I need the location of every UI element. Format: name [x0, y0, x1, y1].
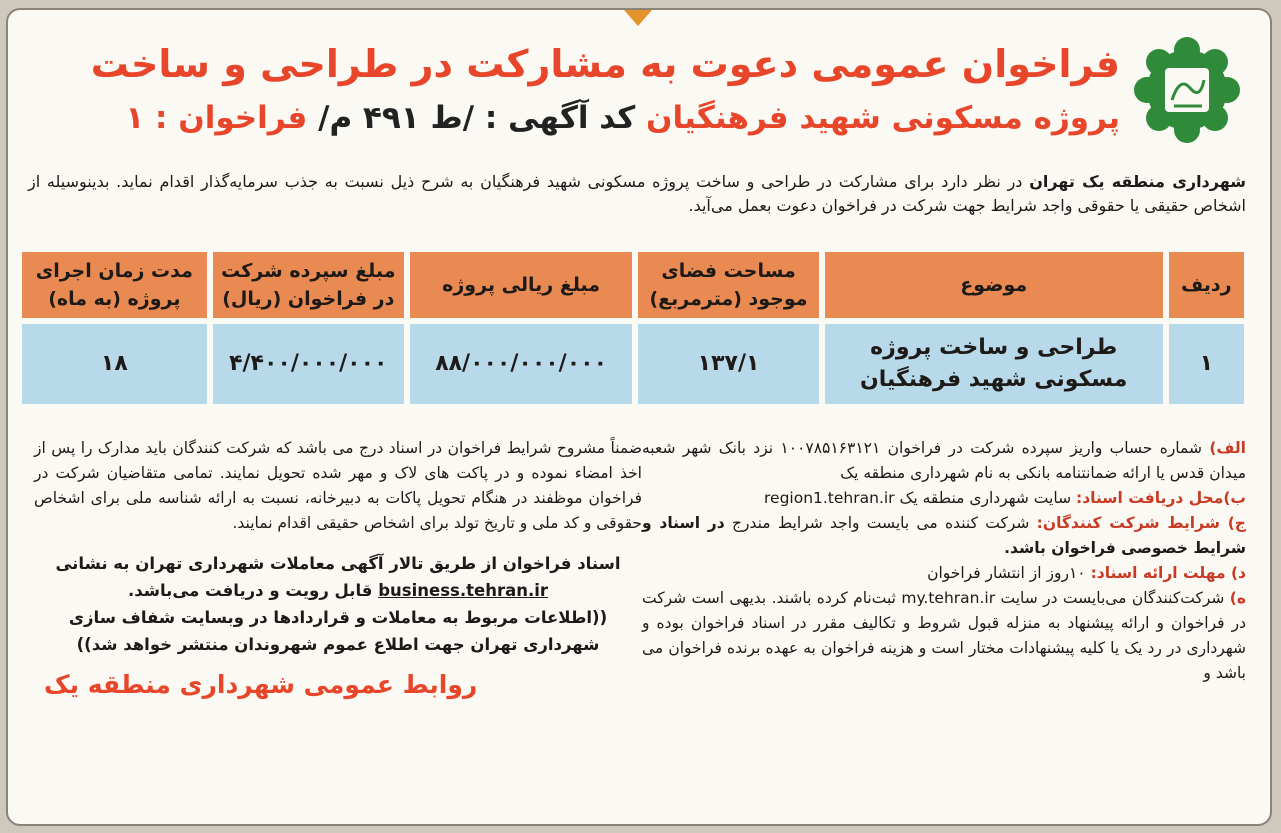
- header-amount: مبلغ ریالی پروژه: [410, 252, 632, 318]
- cell-amount: ۸۸/۰۰۰/۰۰۰/۰۰۰: [410, 324, 632, 404]
- condition-b-label: ب)محل دریافت اسناد:: [1076, 489, 1246, 507]
- header-deposit: مبلغ سپرده شرکت در فراخوان (ریال): [213, 252, 404, 318]
- condition-e-text2: ثبت‌نام کرده باشند. بدیهی است شرکت در فراخوان و ارائه پیشنهاد به منزله قبول شروط و تکالیف مقرر در اسناد فراخوان بوده و شهرداری در رد یک یا کلیه پیشنهادات مختار است و هزینه فراخوان به عهده برنده فراخوان می باشد و: [642, 589, 1246, 682]
- notes-paragraph: ضمناً مشروح شرایط فراخوان در اسناد درج می باشد که شرکت کنندگان باید مدارک را پس از اخذ امضاء نموده و در پاکت های لاک و مهر شده تحویل نمایند. تمامی متقاضیان شرکت در فراخوان موظفند در هنگام تحویل پاکات به دبیرخانه، نسبت به ارائه شناسه ملی برای اشخاص حقوقی و کد ملی و تاریخ تولد برای اشخاص حقیقی اقدام نمایند.: [34, 439, 642, 532]
- condition-d-label: د) مهلت ارائه اسناد:: [1090, 564, 1246, 582]
- notes-column: [34, 436, 642, 697]
- transparency-notice: ((اطلاعات مربوط به معاملات و قراردادها در وبسایت شفاف سازی شهرداری تهران جهت اطلاع عموم شهروندان منتشر خواهد شد)): [68, 608, 608, 654]
- header-row-number: ردیف: [1169, 252, 1244, 318]
- condition-a: [642, 436, 1246, 486]
- my-tehran-url[interactable]: my.tehran.ir: [901, 589, 996, 607]
- documents-notice-text1: اسناد فراخوان از طریق تالار آگهی معاملات شهرداری تهران به نشانی: [55, 554, 621, 573]
- cell-subject: طراحی و ساخت پروژه مسکونی شهید فرهنگیان: [825, 324, 1163, 404]
- condition-e: [642, 586, 1246, 686]
- documents-notice-text2: قابل رویت و دریافت می‌باشد.: [127, 581, 373, 600]
- documents-notice: [34, 550, 642, 658]
- condition-e-label: ه): [1229, 589, 1246, 607]
- public-relations-signature: روابط عمومی شهرداری منطقه یک: [44, 670, 478, 699]
- condition-d-text: ۱۰روز از انتشار فراخوان: [927, 564, 1086, 582]
- conditions-column: [642, 436, 1246, 686]
- condition-a-text: شماره حساب واریز سپرده شرکت در فراخوان ۱۰۰۷۸۵۱۶۳۱۲۱ نزد بانک شهر شعبه میدان قدس یا ارائه ضمانتنامه بانکی به نام شهرداری منطقه یک: [642, 439, 1246, 482]
- header-area: مساحت فضای موجود (مترمربع): [638, 252, 818, 318]
- condition-c-label: ج) شرایط شرکت کنندگان:: [1036, 514, 1246, 532]
- table-row: [22, 324, 1244, 404]
- cell-row-number: ۱: [1169, 324, 1244, 404]
- top-notch: [624, 10, 652, 26]
- organization-name: شهرداری منطقه یک تهران: [1029, 172, 1247, 191]
- condition-b-text: سایت شهرداری منطقه یک: [899, 489, 1072, 507]
- condition-d: [642, 561, 1246, 586]
- table-header-row: [22, 252, 1244, 318]
- tehran-municipality-logo: [1132, 36, 1242, 144]
- condition-c-bold: در اسناد و شرایط خصوصی فراخوان باشد.: [642, 514, 1246, 557]
- intro-paragraph: [28, 170, 1246, 218]
- project-name: پروژه مسکونی شهید فرهنگیان: [646, 100, 1120, 136]
- call-number: فراخوان : ۱: [125, 100, 308, 136]
- header-duration: مدت زمان اجرای پروژه (به ماه): [22, 252, 207, 318]
- business-url[interactable]: business.tehran.ir: [378, 581, 549, 600]
- cell-deposit: ۴/۴۰۰/۰۰۰/۰۰۰: [213, 324, 404, 404]
- region-url[interactable]: region1.tehran.ir: [764, 489, 895, 507]
- condition-c-text: شرکت کننده می بایست واجد شرایط مندرج: [731, 514, 1030, 532]
- condition-c: [642, 511, 1246, 561]
- project-table: [16, 246, 1250, 410]
- title-line-1: فراخوان عمومی دعوت به مشارکت در طراحی و ساخت: [90, 42, 1120, 86]
- cell-area: ۱۳۷/۱: [638, 324, 818, 404]
- title-line-2: [125, 100, 1120, 136]
- cell-duration: ۱۸: [22, 324, 207, 404]
- condition-a-label: الف): [1209, 439, 1246, 457]
- condition-b: [642, 486, 1246, 511]
- condition-e-text1: شرکت‌کنندگان می‌بایست در سایت: [1000, 589, 1225, 607]
- intro-text: در نظر دارد برای مشارکت در طراحی و ساخت پروژه مسکونی شهید فرهنگیان به شرح ذیل نسبت به جذب سرمایه‌گذار اقدام نماید. بدینوسیله از اشخاص حقیقی یا حقوقی واجد شرایط جهت شرکت در فراخوان دعوت بعمل می‌آید.: [28, 172, 1246, 215]
- advertisement: [6, 8, 1272, 826]
- ad-code: کد آگهی : /ط ۴۹۱ م/: [318, 100, 636, 136]
- header-subject: موضوع: [825, 252, 1163, 318]
